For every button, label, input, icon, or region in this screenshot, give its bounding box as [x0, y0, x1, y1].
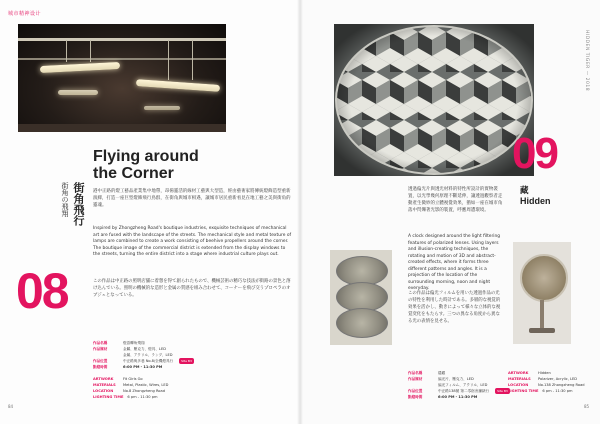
credits-en-right: [508, 370, 585, 394]
credit-key: 作品名稱: [93, 341, 108, 345]
credit-value: 金屬、壓克力、燈具、LED: [123, 347, 166, 351]
hex-cube-pattern: [334, 24, 534, 176]
credit-key: LOCATION: [93, 389, 114, 393]
credits-zh: [93, 340, 194, 370]
credit-value: Polarizer, Acrylic, LED: [538, 377, 578, 381]
body-en: A clock designed around the light filtering features of polarized lenses. Using layers and illusion-creating techniques, the rotating and motion of 3D and abstract-created effects, where it forms three different patterns and angles. It is a projection of the location of the surrounding morning, noon and night everyday.: [408, 234, 501, 291]
title-zh-vertical: 街角飛行: [72, 182, 85, 226]
credit-row: [93, 394, 168, 400]
credit-key: 點燈時間: [93, 365, 108, 369]
credit-value: 隱藏: [438, 371, 446, 375]
credit-key: LIGHTING TIME: [508, 389, 539, 393]
credit-key: 點燈時間: [408, 395, 423, 399]
page-number-right: 85: [584, 404, 590, 409]
polarizer-pattern-photo: [334, 24, 534, 176]
credits-en: [93, 376, 168, 400]
title-jp-vertical: 街角の飛翔: [61, 182, 69, 217]
credit-value: 偏光片、壓克力、LED: [438, 377, 474, 381]
credit-row: [508, 388, 585, 394]
credit-value: No.8 Zhongzheng Road: [123, 389, 165, 393]
clock-base: [529, 328, 555, 333]
side-tag: HIDDEN TIGER — 2018: [584, 30, 589, 92]
polarized-lens: [520, 254, 568, 302]
site-badge: Site B3: [497, 389, 508, 393]
body-en: Inspired by Zhongzheng Road's boutique industries, exquisite techniques of mechanical art are fused with the landscape of the streets. The mechanical style and metal texture of lamps are combined to create a work consisting of beehive propellers around the corner. The boutique image of the commercial district is extended from the display windows to the streets, turning the entire district into a stage where industrial culture plays out.: [93, 226, 292, 257]
credit-key: MATERIALS: [93, 383, 116, 387]
credit-value: No.138 Zhongzheng Road: [538, 383, 585, 387]
credit-key: 作品媒材: [93, 347, 108, 351]
body-jp: この作品は偏光フィルムを用いた透過作品の光の特性を利用した時計である。多層的な視覚的効果を活かし、動きによって様々な立体的な視覚変化をもたらす。三つの異なる角度から異なる光の表情を見せる。: [408, 291, 501, 324]
artwork-number: 09: [512, 129, 557, 178]
credit-key: 作品位置: [93, 359, 108, 363]
credits-zh-right: [408, 370, 510, 400]
credit-key: LOCATION: [508, 383, 529, 387]
body-zh: 透過偏光片與透光材料的特性所設計的實物裝置，以光學幾何原理不斷延伸，讓透過觀察者走動產生微妙的立體視覺效果，猶如一座在城市角落中閃爍著光影的裝置，呼應周遭環境。: [408, 187, 503, 213]
credit-key: ARTWORK: [93, 377, 114, 381]
credit-value: 6 pm - 11:30 pm: [127, 395, 158, 399]
credit-value: Hidden: [538, 371, 551, 375]
credit-key: ARTWORK: [508, 371, 529, 375]
credit-value: 中正路與多巷 No.8/全機燈具行: [123, 359, 174, 363]
credit-value: 燈語轉角飛翔: [123, 341, 145, 345]
credit-key: LIGHTING TIME: [93, 395, 124, 399]
body-jp: この作品は中正路の照明店舗に着想を得て創られたもので、機械芸術の精巧な技法が街路の景色と溶け込んでいる。照明の機械的な造形と金属の質感を組み合わせて、コーナーを飛び交うプロペラのオブジェとなっている。: [93, 279, 291, 298]
credit-value: 6 pm - 11:30 pm: [542, 389, 573, 393]
lamp-installation-photo: [18, 24, 226, 132]
clock-stand: [540, 300, 544, 328]
credit-value: 中正路138號 第二零宿舍鐘錶行: [438, 389, 490, 393]
body-zh: 港中正路的燈工藝品產業集中地帶，昂揚靈活的線材工藝與大型造，經由藝術家將傳統燈飾造型重新演繹，打造一座巨型燈飾飛行鳥群，在街角與城市相遇，讓城市居民重新看見在地工藝之美與街角的靈魂。: [93, 189, 291, 208]
artwork-number: 08: [16, 263, 68, 319]
credit-key: 作品媒材: [408, 377, 423, 381]
credit-key: 作品位置: [408, 389, 423, 393]
title-en: Hidden: [520, 196, 551, 206]
credit-key: 作品名稱: [408, 371, 423, 375]
section-tag: 城市精神设计: [8, 11, 42, 17]
site-badge: SIte B3: [181, 359, 192, 363]
credit-key: MATERIALS: [508, 377, 531, 381]
stacked-discs-photo: [330, 250, 392, 345]
round-clock-photo: [513, 242, 571, 344]
credit-value: Metal, Plastic, Wires, LED: [123, 383, 169, 387]
credit-row: [408, 394, 510, 400]
title-en: Flying around the Corner: [93, 148, 199, 182]
credit-value: 偏光フィルム、アクリル、LED: [438, 383, 488, 387]
page-number-left: 84: [8, 404, 14, 409]
credit-value: Fit Girls Go: [123, 377, 143, 381]
credit-value: 6:00 PM - 11:30 PM: [438, 395, 478, 399]
gutter-shadow: [297, 0, 303, 424]
title-zh: 藏: [520, 186, 529, 196]
credit-value: 6:00 PM - 11:30 PM: [123, 365, 163, 369]
credit-row: [93, 364, 194, 370]
credit-value: 金属、アクリル、ランプ、LED: [123, 353, 173, 357]
